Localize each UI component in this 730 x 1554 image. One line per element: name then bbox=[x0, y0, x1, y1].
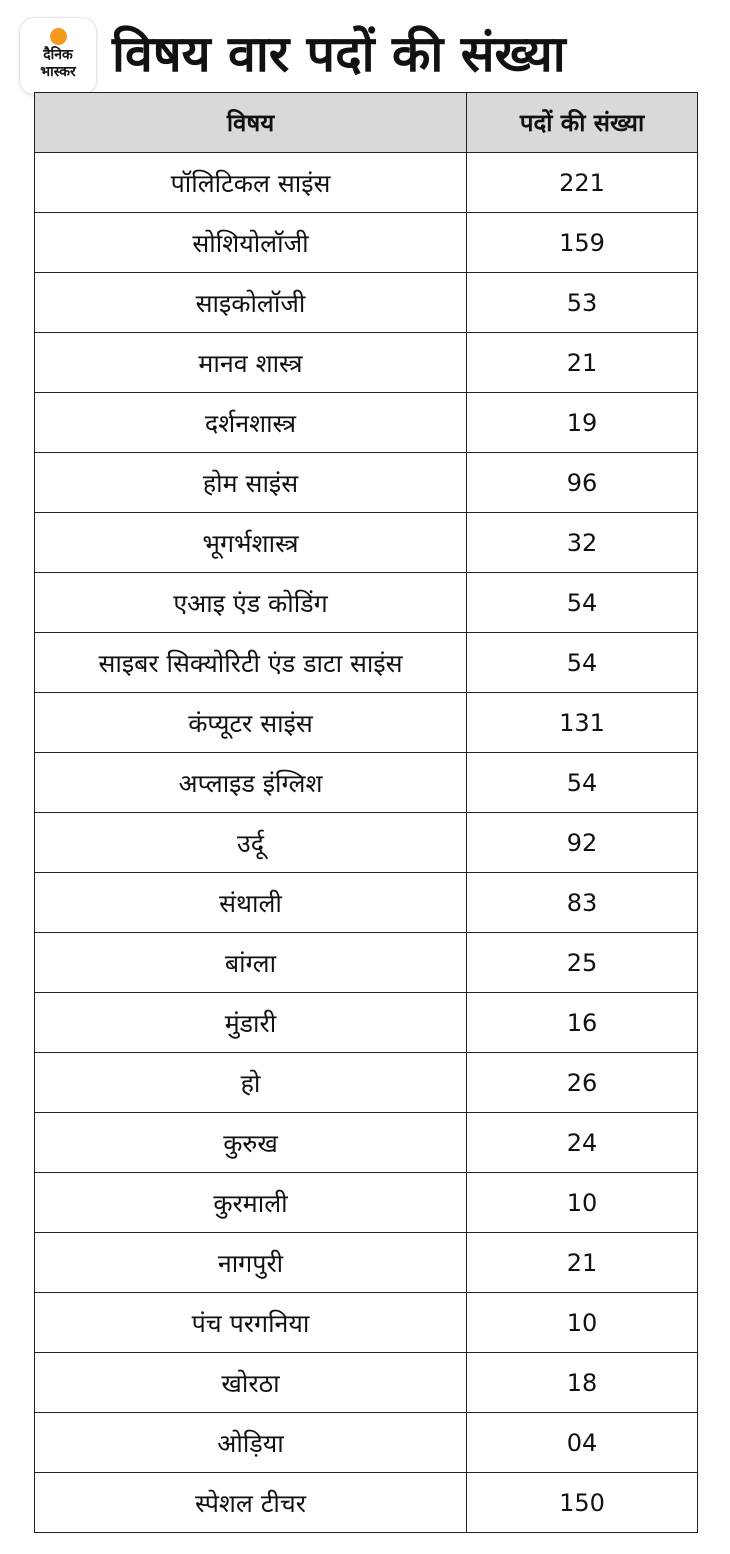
subject-cell: भूगर्भशास्त्र bbox=[35, 513, 467, 573]
table-row bbox=[35, 933, 698, 993]
post-count-cell: 221 bbox=[467, 153, 698, 213]
post-count-cell: 21 bbox=[467, 333, 698, 393]
post-count-cell: 26 bbox=[467, 1053, 698, 1113]
table-row bbox=[35, 813, 698, 873]
post-count-cell: 54 bbox=[467, 633, 698, 693]
table-row bbox=[35, 453, 698, 513]
subject-cell: साइबर सिक्योरिटी एंड डाटा साइंस bbox=[35, 633, 467, 693]
subject-cell: नागपुरी bbox=[35, 1233, 467, 1293]
post-count-cell: 92 bbox=[467, 813, 698, 873]
subject-cell: ओड़िया bbox=[35, 1413, 467, 1473]
table-row bbox=[35, 993, 698, 1053]
subject-cell: मुंडारी bbox=[35, 993, 467, 1053]
subject-cell: हो bbox=[35, 1053, 467, 1113]
subject-cell: संथाली bbox=[35, 873, 467, 933]
subject-cell: साइकोलॉजी bbox=[35, 273, 467, 333]
subject-cell: होम साइंस bbox=[35, 453, 467, 513]
table-row bbox=[35, 573, 698, 633]
logo-text-line1: दैनिक bbox=[43, 47, 73, 63]
column-header-subject: विषय bbox=[35, 93, 467, 153]
post-count-cell: 16 bbox=[467, 993, 698, 1053]
table-row bbox=[35, 1473, 698, 1533]
subject-cell: सोशियोलॉजी bbox=[35, 213, 467, 273]
post-count-cell: 83 bbox=[467, 873, 698, 933]
subject-cell: दर्शनशास्त्र bbox=[35, 393, 467, 453]
subject-cell: पंच परगनिया bbox=[35, 1293, 467, 1353]
subject-cell: एआइ एंड कोडिंग bbox=[35, 573, 467, 633]
table-body bbox=[35, 153, 698, 1533]
post-count-cell: 19 bbox=[467, 393, 698, 453]
table-row bbox=[35, 333, 698, 393]
table-row bbox=[35, 273, 698, 333]
table-row bbox=[35, 633, 698, 693]
post-count-cell: 24 bbox=[467, 1113, 698, 1173]
subject-cell: उर्दू bbox=[35, 813, 467, 873]
subject-cell: पॉलिटिकल साइंस bbox=[35, 153, 467, 213]
subject-cell: बांग्ला bbox=[35, 933, 467, 993]
table-row bbox=[35, 1353, 698, 1413]
post-count-cell: 18 bbox=[467, 1353, 698, 1413]
post-count-cell: 04 bbox=[467, 1413, 698, 1473]
post-count-cell: 25 bbox=[467, 933, 698, 993]
post-count-cell: 54 bbox=[467, 573, 698, 633]
table-row bbox=[35, 153, 698, 213]
subject-cell: खोरठा bbox=[35, 1353, 467, 1413]
subject-posts-table bbox=[34, 92, 698, 1533]
subject-cell: अप्लाइड इंग्लिश bbox=[35, 753, 467, 813]
post-count-cell: 150 bbox=[467, 1473, 698, 1533]
post-count-cell: 96 bbox=[467, 453, 698, 513]
table-row bbox=[35, 753, 698, 813]
subject-cell: मानव शास्त्र bbox=[35, 333, 467, 393]
table-row bbox=[35, 1173, 698, 1233]
subject-cell: स्पेशल टीचर bbox=[35, 1473, 467, 1533]
table-row bbox=[35, 1293, 698, 1353]
post-count-cell: 53 bbox=[467, 273, 698, 333]
table-header-row bbox=[35, 93, 698, 153]
table-row bbox=[35, 513, 698, 573]
brand-logo bbox=[20, 18, 96, 94]
post-count-cell: 54 bbox=[467, 753, 698, 813]
table-row bbox=[35, 693, 698, 753]
post-count-cell: 10 bbox=[467, 1173, 698, 1233]
table-row bbox=[35, 213, 698, 273]
table-row bbox=[35, 1413, 698, 1473]
post-count-cell: 131 bbox=[467, 693, 698, 753]
table-row bbox=[35, 393, 698, 453]
post-count-cell: 21 bbox=[467, 1233, 698, 1293]
subject-cell: कुरुख bbox=[35, 1113, 467, 1173]
post-count-cell: 32 bbox=[467, 513, 698, 573]
post-count-cell: 10 bbox=[467, 1293, 698, 1353]
subject-cell: कंप्यूटर साइंस bbox=[35, 693, 467, 753]
page-title: विषय वार पदों की संख्या bbox=[112, 25, 566, 83]
table-row bbox=[35, 873, 698, 933]
header bbox=[20, 14, 710, 94]
post-count-cell: 159 bbox=[467, 213, 698, 273]
logo-text-line2: भास्कर bbox=[40, 64, 76, 80]
table-row bbox=[35, 1113, 698, 1173]
subject-cell: कुरमाली bbox=[35, 1173, 467, 1233]
column-header-count: पदों की संख्या bbox=[467, 93, 698, 153]
table-row bbox=[35, 1233, 698, 1293]
table-row bbox=[35, 1053, 698, 1113]
sun-icon bbox=[50, 28, 67, 45]
